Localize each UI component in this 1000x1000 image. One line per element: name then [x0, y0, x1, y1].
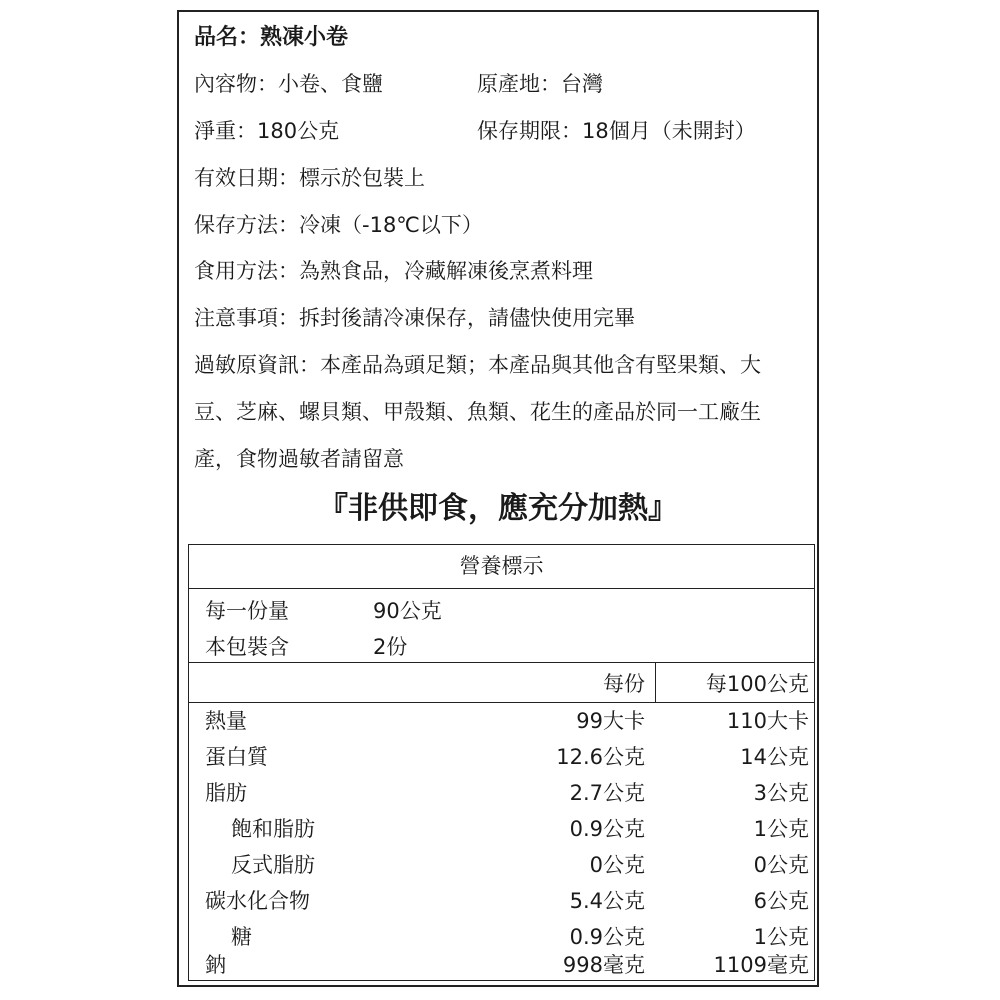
product-name: 品名：熟凍小卷	[194, 25, 349, 50]
ingredients-text: 內容物：小卷、食鹽	[194, 72, 383, 96]
nutrient-per-100g-sodium: 1109毫克	[713, 953, 809, 977]
origin-text: 原產地：台灣	[477, 72, 603, 96]
nutrient-per-serving-sodium: 998毫克	[562, 953, 645, 977]
net-weight-text: 淨重：180公克	[194, 119, 340, 143]
nutrient-name-fat: 脂肪	[205, 781, 247, 805]
nutrient-name-saturated-fat: 飽和脂肪	[231, 817, 315, 841]
serving-size-label: 每一份量	[205, 599, 289, 623]
nutrient-name-sugar: 糖	[231, 925, 252, 949]
nutrient-per-serving-trans-fat: 0公克	[589, 853, 645, 877]
nutrient-per-100g-energy: 110大卡	[726, 709, 809, 733]
nutrient-per-serving-fat: 2.7公克	[569, 781, 645, 805]
nutrient-name-carbohydrate: 碳水化合物	[205, 889, 310, 913]
nutrient-per-100g-protein: 14公克	[740, 745, 809, 769]
servings-value: 2份	[373, 635, 408, 659]
nutrient-name-sodium: 鈉	[205, 953, 226, 977]
nutrient-per-serving-protein: 12.6公克	[556, 745, 645, 769]
col-per-serving-header: 每份	[603, 672, 645, 696]
usage-text: 食用方法：為熟食品，冷藏解凍後烹煮料理	[194, 259, 593, 283]
storage-text: 保存方法：冷凍（-18℃以下）	[194, 213, 483, 237]
product-label	[177, 10, 819, 987]
nutrient-per-100g-fat: 3公克	[753, 781, 809, 805]
divider	[189, 662, 814, 663]
nutrient-per-100g-carbohydrate: 6公克	[753, 889, 809, 913]
allergen-text-line2: 豆、芝麻、螺貝類、甲殼類、魚類、花生的產品於同一工廠生	[194, 400, 761, 424]
nutrient-per-100g-saturated-fat: 1公克	[753, 817, 809, 841]
allergen-text-line1: 過敏原資訊：本產品為頭足類；本產品與其他含有堅果類、大	[194, 353, 761, 377]
allergen-text-line3: 產，食物過敏者請留意	[194, 447, 404, 471]
notes-text: 注意事項：拆封後請冷凍保存，請儘快使用完畢	[194, 306, 635, 330]
nutrition-title: 營養標示	[459, 554, 544, 578]
nutrient-per-serving-carbohydrate: 5.4公克	[569, 889, 645, 913]
divider	[655, 663, 656, 702]
nutrient-name-protein: 蛋白質	[205, 745, 268, 769]
nutrition-table	[188, 544, 815, 981]
divider	[189, 702, 814, 703]
nutrient-name-energy: 熱量	[205, 709, 247, 733]
nutrient-per-100g-trans-fat: 0公克	[753, 853, 809, 877]
nutrient-per-serving-sugar: 0.9公克	[569, 925, 645, 949]
nutrient-name-trans-fat: 反式脂肪	[231, 853, 315, 877]
nutrient-per-serving-energy: 99大卡	[576, 709, 645, 733]
warning-slogan: 『非供即食，應充分加熱』	[318, 491, 678, 526]
serving-size-value: 90公克	[373, 599, 442, 623]
nutrient-per-serving-saturated-fat: 0.9公克	[569, 817, 645, 841]
shelf-life-text: 保存期限：18個月（未開封）	[477, 119, 756, 143]
servings-label: 本包裝含	[205, 635, 289, 659]
nutrient-per-100g-sugar: 1公克	[753, 925, 809, 949]
expiry-text: 有效日期：標示於包裝上	[194, 166, 425, 190]
col-per-100g-header: 每100公克	[705, 672, 809, 696]
divider	[189, 588, 814, 589]
